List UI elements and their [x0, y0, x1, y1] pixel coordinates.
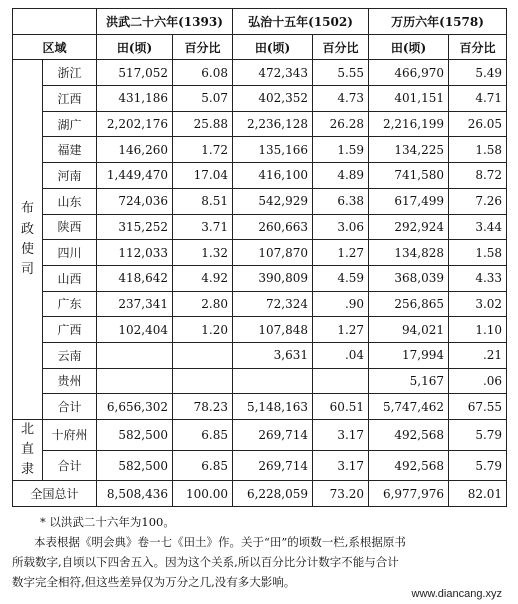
field-value: [97, 342, 173, 368]
table-row: [13, 317, 507, 343]
pct-value: 26.28: [313, 111, 369, 137]
table-row: [13, 111, 507, 137]
pct-value: 6.85: [173, 420, 233, 451]
group-label: [13, 60, 43, 420]
header-row-columns: [13, 34, 507, 60]
note-line: 本表根据《明会典》卷一七《田土》作。关于“田”的顷数一栏,系根据原书: [34, 535, 406, 549]
table-row: [13, 394, 507, 420]
region-name: 云南: [43, 342, 97, 368]
pct-value: 60.51: [313, 394, 369, 420]
field-value: 112,033: [97, 240, 173, 266]
total-pct-value: 100.00: [173, 481, 233, 507]
field-value: 17,994: [369, 342, 449, 368]
pct-value: 1.20: [173, 317, 233, 343]
field-value: 134,225: [369, 137, 449, 163]
region-name: 河南: [43, 163, 97, 189]
field-value: 2,216,199: [369, 111, 449, 137]
pct-value: .90: [313, 291, 369, 317]
pct-value: 1.27: [313, 240, 369, 266]
pct-value: 4.73: [313, 86, 369, 112]
field-value: 368,039: [369, 265, 449, 291]
pct-value: .04: [313, 342, 369, 368]
pct-value: 4.92: [173, 265, 233, 291]
pct-value: 3.71: [173, 214, 233, 240]
region-name: 合计: [43, 450, 97, 481]
field-value: 517,052: [97, 60, 173, 86]
pct-value: 5.55: [313, 60, 369, 86]
pct-value: 26.05: [449, 111, 507, 137]
total-label: 全国总计: [13, 481, 97, 507]
pct-value: 1.72: [173, 137, 233, 163]
field-value: 582,500: [97, 420, 173, 451]
region-name: 十府州: [43, 420, 97, 451]
pct-value: 1.32: [173, 240, 233, 266]
pct-value: 4.33: [449, 265, 507, 291]
header-period-1502: 弘治十五年(1502): [233, 9, 369, 35]
pct-value: 8.72: [449, 163, 507, 189]
header-field: 田(顷): [233, 34, 313, 60]
field-value: 292,924: [369, 214, 449, 240]
pct-value: 1.10: [449, 317, 507, 343]
table-notes: [12, 512, 506, 592]
total-field-value: 8,508,436: [97, 481, 173, 507]
header-pct: 百分比: [173, 34, 233, 60]
header-pct: 百分比: [313, 34, 369, 60]
region-name: 贵州: [43, 368, 97, 394]
group-label-char: 直: [20, 442, 34, 458]
pct-value: 6.38: [313, 188, 369, 214]
header-field: 田(顷): [369, 34, 449, 60]
pct-value: [173, 368, 233, 394]
field-value: 5,167: [369, 368, 449, 394]
pct-value: 25.88: [173, 111, 233, 137]
field-value: 418,642: [97, 265, 173, 291]
field-value: 402,352: [233, 86, 313, 112]
field-value: 5,747,462: [369, 394, 449, 420]
group-label-char: 北: [20, 422, 34, 437]
pct-value: 5.49: [449, 60, 507, 86]
note-line: 所载数字,自顷以下四舍五入。因为这个关系,所以百分比分计数字不能与合计: [12, 555, 399, 569]
pct-value: [313, 368, 369, 394]
land-statistics-table: [12, 8, 507, 507]
pct-value: 1.58: [449, 240, 507, 266]
table-row: [13, 240, 507, 266]
pct-value: 8.51: [173, 188, 233, 214]
region-name: 山东: [43, 188, 97, 214]
header-field: 田(顷): [97, 34, 173, 60]
field-value: 5,148,163: [233, 394, 313, 420]
table-row: [13, 265, 507, 291]
region-name: 福建: [43, 137, 97, 163]
field-value: 146,260: [97, 137, 173, 163]
field-value: 107,870: [233, 240, 313, 266]
field-value: 269,714: [233, 420, 313, 451]
table-row: [13, 86, 507, 112]
field-value: 1,449,470: [97, 163, 173, 189]
field-value: 135,166: [233, 137, 313, 163]
field-value: 492,568: [369, 420, 449, 451]
pct-value: 7.26: [449, 188, 507, 214]
pct-value: .06: [449, 368, 507, 394]
pct-value: .21: [449, 342, 507, 368]
field-value: 6,656,302: [97, 394, 173, 420]
group-label: [13, 420, 43, 481]
pct-value: 5.79: [449, 420, 507, 451]
field-value: 390,809: [233, 265, 313, 291]
table-row: [13, 214, 507, 240]
field-value: 256,865: [369, 291, 449, 317]
field-value: 431,186: [97, 86, 173, 112]
region-name: 合计: [43, 394, 97, 420]
pct-value: 3.02: [449, 291, 507, 317]
field-value: 724,036: [97, 188, 173, 214]
pct-value: 1.27: [313, 317, 369, 343]
pct-value: 2.80: [173, 291, 233, 317]
field-value: 466,970: [369, 60, 449, 86]
group-label-char: 使: [20, 241, 34, 257]
footnote-base: * 以洪武二十六年为100。: [40, 515, 175, 529]
field-value: 134,828: [369, 240, 449, 266]
note-line: 数字完全相符,但这些差异仅为万分之几,没有多大影响。: [12, 575, 296, 589]
group-label-char: 隶: [20, 462, 34, 478]
field-value: 542,929: [233, 188, 313, 214]
region-name: 广东: [43, 291, 97, 317]
total-pct-value: 82.01: [449, 481, 507, 507]
pct-value: 6.85: [173, 450, 233, 481]
group-label-char: 政: [20, 221, 34, 237]
total-field-value: 6,977,976: [369, 481, 449, 507]
field-value: 2,236,128: [233, 111, 313, 137]
field-value: 72,324: [233, 291, 313, 317]
pct-value: [173, 342, 233, 368]
pct-value: 1.59: [313, 137, 369, 163]
field-value: 401,151: [369, 86, 449, 112]
region-name: 江西: [43, 86, 97, 112]
pct-value: 3.06: [313, 214, 369, 240]
total-row: [13, 481, 507, 507]
header-region: 区域: [13, 34, 97, 60]
header-period-1578: 万历六年(1578): [369, 9, 507, 35]
field-value: 2,202,176: [97, 111, 173, 137]
field-value: [97, 368, 173, 394]
field-value: 315,252: [97, 214, 173, 240]
field-value: 237,341: [97, 291, 173, 317]
field-value: 269,714: [233, 450, 313, 481]
field-value: 94,021: [369, 317, 449, 343]
pct-value: 78.23: [173, 394, 233, 420]
pct-value: 3.17: [313, 420, 369, 451]
field-value: 492,568: [369, 450, 449, 481]
table-row: [13, 163, 507, 189]
region-name: 浙江: [43, 60, 97, 86]
pct-value: 67.55: [449, 394, 507, 420]
group-label-char: 布: [20, 201, 34, 217]
table-row: [13, 291, 507, 317]
header-corner: [13, 9, 97, 35]
group-label-char: 司: [20, 261, 34, 277]
region-name: 山西: [43, 265, 97, 291]
field-value: 617,499: [369, 188, 449, 214]
pct-value: 3.44: [449, 214, 507, 240]
header-period-1393: 洪武二十六年(1393): [97, 9, 233, 35]
field-value: 582,500: [97, 450, 173, 481]
table-row: [13, 450, 507, 481]
region-name: 广西: [43, 317, 97, 343]
pct-value: 3.17: [313, 450, 369, 481]
field-value: 741,580: [369, 163, 449, 189]
field-value: 107,848: [233, 317, 313, 343]
field-value: 472,343: [233, 60, 313, 86]
region-name: 四川: [43, 240, 97, 266]
total-field-value: 6,228,059: [233, 481, 313, 507]
header-pct: 百分比: [449, 34, 507, 60]
table-row: [13, 137, 507, 163]
field-value: 416,100: [233, 163, 313, 189]
table-row: [13, 188, 507, 214]
field-value: [233, 368, 313, 394]
pct-value: 6.08: [173, 60, 233, 86]
pct-value: 4.89: [313, 163, 369, 189]
header-row-periods: [13, 9, 507, 35]
region-name: 陕西: [43, 214, 97, 240]
pct-value: 4.71: [449, 86, 507, 112]
table-row: [13, 60, 507, 86]
table-row: [13, 342, 507, 368]
table-body: [13, 60, 507, 507]
region-name: 湖广: [43, 111, 97, 137]
pct-value: 1.58: [449, 137, 507, 163]
pct-value: 17.04: [173, 163, 233, 189]
total-pct-value: 73.20: [313, 481, 369, 507]
field-value: 260,663: [233, 214, 313, 240]
field-value: 3,631: [233, 342, 313, 368]
pct-value: 5.07: [173, 86, 233, 112]
table-row: [13, 368, 507, 394]
pct-value: 5.79: [449, 450, 507, 481]
watermark: www.diancang.xyz: [411, 588, 502, 600]
table-row: [13, 420, 507, 451]
pct-value: 4.59: [313, 265, 369, 291]
field-value: 102,404: [97, 317, 173, 343]
